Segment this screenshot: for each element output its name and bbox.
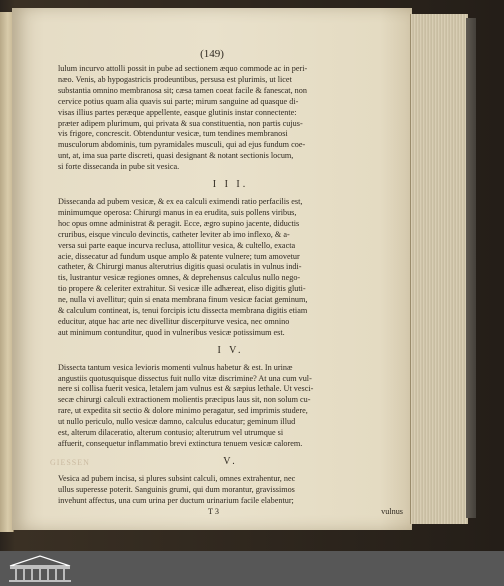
text-line: hoc opus omne administrat & peragit. Ecce, ægro supino jacente, diductis bbox=[58, 218, 300, 228]
text-line: unt, at, ima sua parte discreti, quasi designant & notant sectionis locum, bbox=[58, 151, 294, 161]
section-heading-4: I V. bbox=[217, 344, 244, 356]
text-line: tio propere & celeriter extrahitur. Si vesicæ ille adhæreat, eliso digitis gluti- bbox=[58, 284, 306, 294]
section-heading-3: I I I. bbox=[212, 179, 249, 191]
text-line: vis frigore, concrescit. Obtenduntur vesicæ, tum tendines membranosi bbox=[58, 129, 288, 139]
text-line: præter adipem plurimum, qui privata & sua constituentia, non partis cujus- bbox=[58, 118, 303, 128]
text-line: ullus superesse poterit. Sanguinis grumi, qui dum morantur, gravissimos bbox=[58, 484, 295, 494]
library-building-logo bbox=[6, 554, 74, 584]
page-edges bbox=[410, 14, 468, 524]
text-line: rare, ut expedita sit sectio & dolore minimo peragatur, sed imprimis studere, bbox=[58, 406, 308, 416]
text-line: est, alterum dilaceratio, alterum contusio; alterutrum vel utrumque si bbox=[58, 428, 284, 438]
text-line: tis, lustrantur vesicæ regiones omnes, & deprehensus calculus nullo nego- bbox=[58, 273, 301, 283]
library-stamp: GIESSEN bbox=[50, 458, 90, 467]
text-line: catheter, & Chirurgi manus alterutrius digitis quasi oculatis in vulnus indi- bbox=[58, 262, 302, 272]
text-line: invehunt affectus, una cum urina per ductum urinarium facile elabentur; bbox=[58, 495, 294, 505]
text-line: versa sui parte eaque incurva reclusa, attollitur vesica, & cultello, exacta bbox=[58, 240, 296, 250]
text-line: Dissecta tantum vesica levioris momenti vulnus habetur & est. In urinæ bbox=[58, 362, 293, 372]
paragraph-5 bbox=[58, 474, 403, 507]
viewer-footer-bar bbox=[0, 551, 504, 586]
text-line: Vesica ad pubem incisa, si plures subsint calculi, omnes extrahentur, nec bbox=[58, 473, 296, 483]
book-cover-board bbox=[466, 18, 476, 518]
book-page bbox=[12, 8, 412, 530]
page-number: (149) bbox=[200, 48, 224, 60]
text-line: lulum incurvo attolli possit in pube ad sectionem æquo commode ac in peri- bbox=[58, 64, 308, 73]
text-line: si forte dissecanda in pube sit vesica. bbox=[58, 162, 180, 172]
text-line: ne, nulla vi avellitur; quin si enata membrana finum vesicæ faciat geminum, bbox=[58, 295, 308, 305]
text-line: secæ chirurgi calculi extractionem molientis præcipus laus sit, non solum cu- bbox=[58, 395, 311, 405]
text-line: musculorum abdominis, tum pyramidales musculi, qui ad ejus fundum coe- bbox=[58, 140, 306, 150]
text-line: cervice potius quam alia quavis sui parte; mirum sanguine ad quasque di- bbox=[58, 96, 299, 106]
text-line: affuerit, consequetur inflammatio brevi extinctura tenuem vesicæ calorem. bbox=[58, 439, 303, 448]
catchword: vulnus bbox=[381, 506, 403, 516]
text-line: Dissecanda ad pubem vesicæ, & ex ea calculi eximendi ratio perfacilis est, bbox=[58, 196, 303, 206]
text-line: cruribus, eisque vinculo devinctis, catheter leviter ab imo inflexo, & a- bbox=[58, 229, 290, 239]
text-line: educitur, atque hac arte nec divellitur discerpiturve vesica, nec omnino bbox=[58, 316, 290, 326]
text-line: nere si collisa fuerit vesica, letalem jam vulnus est & sæpius lethale. Ut vesci- bbox=[58, 384, 314, 394]
text-line: angustiis quotusquisque dissectus fuit nullo vitæ discrimine? At una cum vul- bbox=[58, 373, 312, 383]
text-line: næo. Venis, ab hypogastricis prodeuntibus, persusa est plurimis, ut licet bbox=[58, 74, 292, 84]
text-line: visas illius partes peræque appellente, easque glutinis instar connectente: bbox=[58, 107, 297, 117]
section-heading-5: V. bbox=[223, 455, 238, 467]
text-line: ut nullo periculo, nullo vesicæ damno, calculus educatur; geminum illud bbox=[58, 417, 296, 427]
paragraph-1 bbox=[58, 64, 403, 173]
text-line: & calculum contineat, is, tenui forcipis ictu dissecta membrana digitis etiam bbox=[58, 306, 308, 316]
paragraph-4 bbox=[58, 363, 403, 450]
text-line: acie, dissecatur ad fundum usque amplo & patente vulnere; tum amovetur bbox=[58, 251, 300, 261]
page-text bbox=[58, 64, 403, 517]
text-line: aut minimum contunditur, quod in vulneribus vesicæ potissimum est. bbox=[58, 327, 285, 337]
paragraph-3 bbox=[58, 197, 403, 339]
page-foot bbox=[58, 507, 403, 518]
text-line: minimumque operosa: Chirurgi manus in ea erudita, suis pollens viribus, bbox=[58, 207, 297, 217]
text-line: substantia omnino membranosa sit; cæsa tamen coeat facile & fanescat, non bbox=[58, 85, 307, 95]
signature-mark: T 3 bbox=[208, 506, 219, 516]
